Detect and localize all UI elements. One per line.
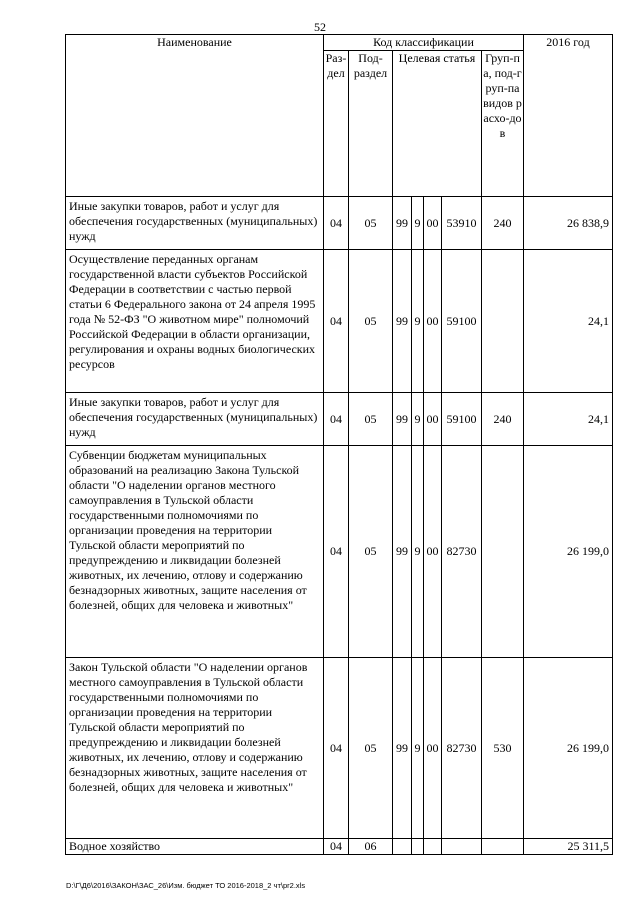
row-amount: 26 199,0 xyxy=(524,446,613,658)
page-number: 52 xyxy=(314,20,326,34)
row-section: 04 xyxy=(324,250,349,393)
row-name: Закон Тульской области "О наделении органов местного самоуправления в Тульской области государственными полномочиями по организации проведения на территории Тульской области мероприятий по предупреждению и ликвидации болезней животных, их лечению, отлову и содержанию безнадзорных животных, защите населения от болезней, общих для человека и животных" xyxy=(66,658,324,839)
row-ts1: 99 xyxy=(393,658,412,839)
row-ts1: 99 xyxy=(393,197,412,250)
header-year: 2016 год xyxy=(524,35,613,197)
row-ts4: 59100 xyxy=(442,250,482,393)
row-section: 04 xyxy=(324,393,349,446)
row-ts2: 9 xyxy=(412,250,424,393)
row-section: 04 xyxy=(324,658,349,839)
header-name: Наименование xyxy=(66,35,324,197)
header-expense-group: Груп-па, под-груп-па видов расхо-дов xyxy=(482,51,524,197)
row-group xyxy=(482,446,524,658)
row-subsection: 05 xyxy=(349,446,393,658)
table-row xyxy=(66,446,613,658)
row-amount: 26 838,9 xyxy=(524,197,613,250)
row-section: 04 xyxy=(324,446,349,658)
table-row xyxy=(66,197,613,250)
row-ts3 xyxy=(424,839,442,855)
row-ts4: 82730 xyxy=(442,446,482,658)
header-classification-code: Код классификации xyxy=(324,35,524,51)
budget-table xyxy=(65,34,613,855)
row-ts4: 82730 xyxy=(442,658,482,839)
row-name: Осуществление переданных органам государственной власти субъектов Российской Федерации в соответствии с частью первой статьи 6 Федерального закона от 24 апреля 1995 года № 52-ФЗ "О животном мире" полномочий Российской Федерации в области организации, регулирования и охраны водных биологических ресурсов xyxy=(66,250,324,393)
row-ts1: 99 xyxy=(393,250,412,393)
row-group: 530 xyxy=(482,658,524,839)
row-subsection: 05 xyxy=(349,250,393,393)
row-ts2 xyxy=(412,839,424,855)
row-ts3: 00 xyxy=(424,197,442,250)
row-section: 04 xyxy=(324,197,349,250)
row-ts1: 99 xyxy=(393,393,412,446)
row-ts2: 9 xyxy=(412,446,424,658)
row-group xyxy=(482,839,524,855)
header-section: Раз-дел xyxy=(324,51,349,197)
row-amount: 26 199,0 xyxy=(524,658,613,839)
row-ts4: 59100 xyxy=(442,393,482,446)
header-subsection: Под-раздел xyxy=(349,51,393,197)
row-subsection: 05 xyxy=(349,197,393,250)
row-ts4 xyxy=(442,839,482,855)
row-subsection: 06 xyxy=(349,839,393,855)
row-name: Иные закупки товаров, работ и услуг для обеспечения государственных (муниципальных) нужд xyxy=(66,393,324,446)
row-amount: 25 311,5 xyxy=(524,839,613,855)
row-group xyxy=(482,250,524,393)
row-ts2: 9 xyxy=(412,393,424,446)
row-group: 240 xyxy=(482,197,524,250)
table-row xyxy=(66,658,613,839)
row-ts3: 00 xyxy=(424,446,442,658)
row-group: 240 xyxy=(482,393,524,446)
row-ts1: 99 xyxy=(393,446,412,658)
row-name: Водное хозяйство xyxy=(66,839,324,855)
footer-file-path: D:\Г\Д6\2016\ЗАКОН\ЗАС_26\Изм. бюджет ТО 2016-2018_2 чт\pr2.xls xyxy=(66,881,306,890)
header-target-article: Целевая статья xyxy=(393,51,482,197)
table-row xyxy=(66,250,613,393)
row-subsection: 05 xyxy=(349,393,393,446)
row-subsection: 05 xyxy=(349,658,393,839)
table-row xyxy=(66,839,613,855)
row-ts4: 53910 xyxy=(442,197,482,250)
row-amount: 24,1 xyxy=(524,250,613,393)
row-ts3: 00 xyxy=(424,658,442,839)
row-ts3: 00 xyxy=(424,250,442,393)
row-ts2: 9 xyxy=(412,658,424,839)
table-row xyxy=(66,393,613,446)
row-section: 04 xyxy=(324,839,349,855)
row-amount: 24,1 xyxy=(524,393,613,446)
row-name: Иные закупки товаров, работ и услуг для обеспечения государственных (муниципальных) нужд xyxy=(66,197,324,250)
row-ts2: 9 xyxy=(412,197,424,250)
row-ts3: 00 xyxy=(424,393,442,446)
row-ts1 xyxy=(393,839,412,855)
row-name: Субвенции бюджетам муниципальных образований на реализацию Закона Тульской области "О наделении органов местного самоуправления в Тульской области государственными полномочиями по организации проведения на территории Тульской области мероприятий по предупреждению и ликвидации болезней животных, их лечению, отлову и содержанию безнадзорных животных, защите населения от болезней, общих для человека и животных" xyxy=(66,446,324,658)
